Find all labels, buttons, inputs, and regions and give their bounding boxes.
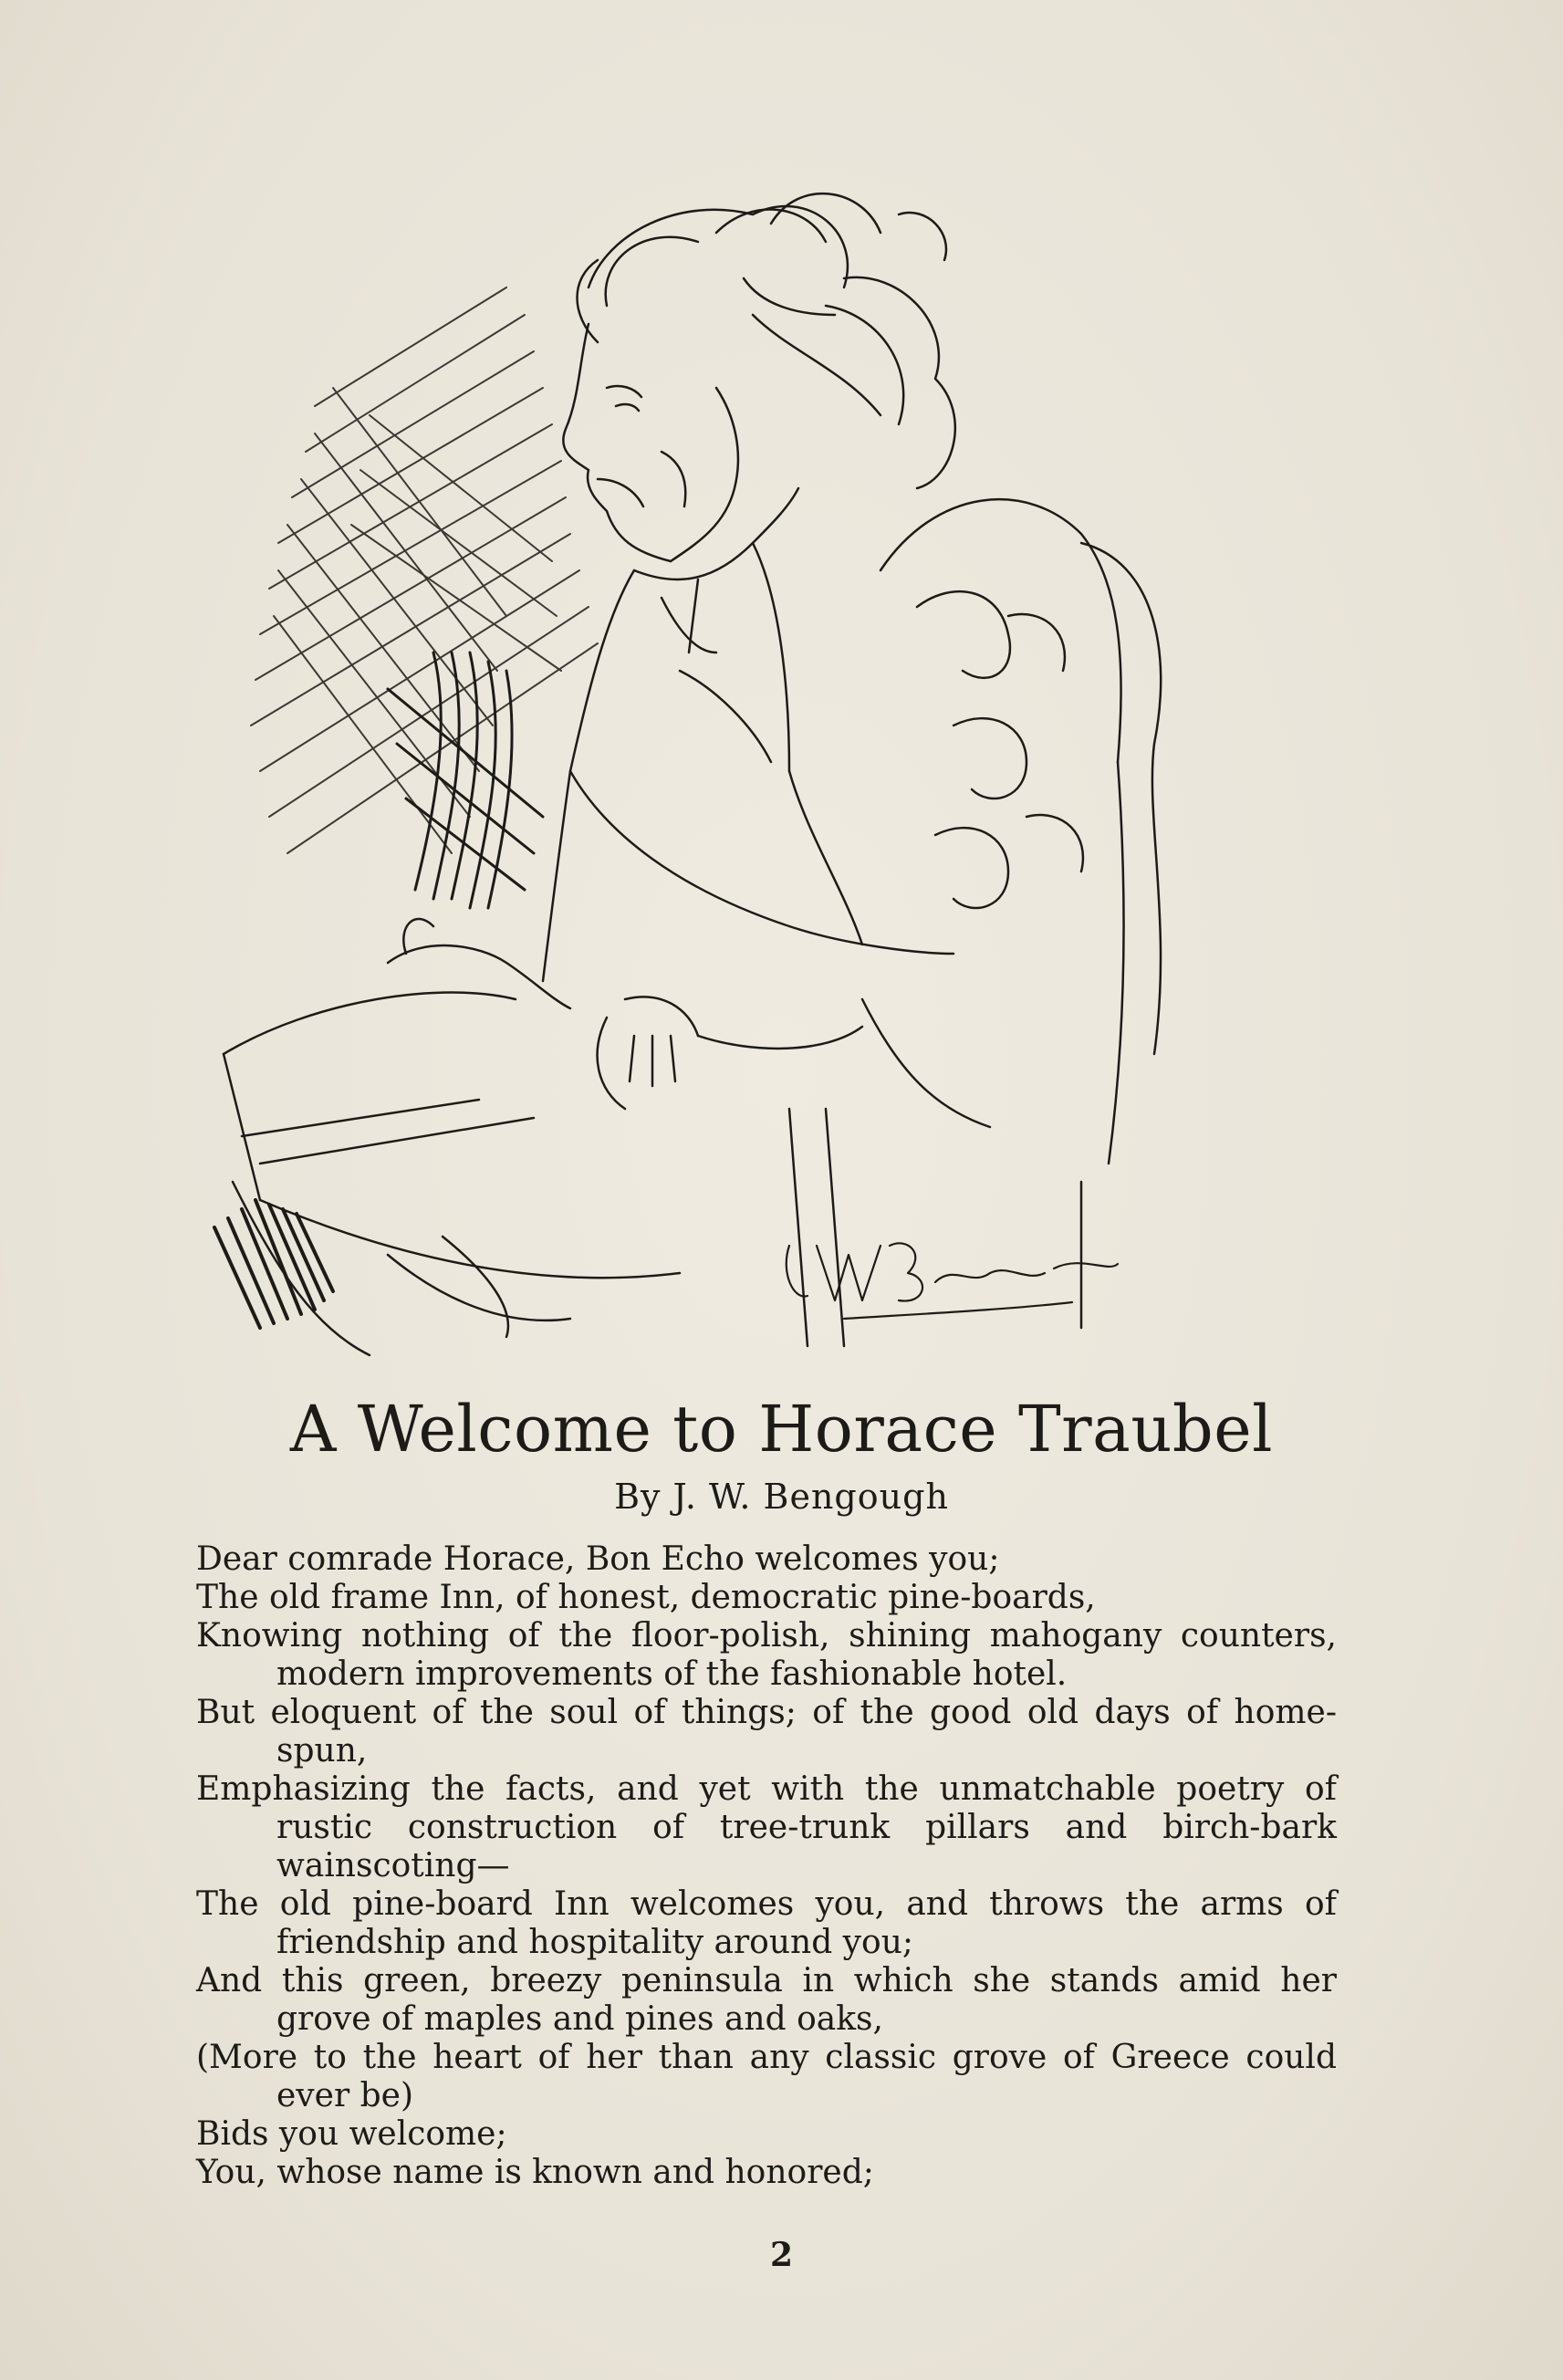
poem-line: And this green, breezy peninsula in which she stands amid her grove of maples and pines and oaks, bbox=[196, 1962, 1337, 2038]
background-hatching bbox=[251, 287, 598, 853]
poem-line: (More to the heart of her than any classic grove of Greece could ever be) bbox=[196, 2039, 1337, 2114]
poem-line: The old frame Inn, of honest, democratic pine-boards, bbox=[196, 1579, 1096, 1616]
poem-line: Knowing nothing of the floor-polish, shining mahogany counters, modern improvements of the fashionable hotel. bbox=[196, 1617, 1337, 1693]
poem-line: But eloquent of the soul of things; of the good old days of home-spun, bbox=[196, 1694, 1337, 1769]
poem-line: Bids you welcome; bbox=[196, 2115, 507, 2153]
poem-line: The old pine-board Inn welcomes you, and throws the arms of friendship and hospitality around you; bbox=[196, 1885, 1337, 1961]
hands bbox=[388, 919, 862, 1109]
poem-line: Emphasizing the facts, and yet with the unmatchable poetry of rustic construction of tree-trunk pillars and birch-bark wainscoting— bbox=[196, 1770, 1337, 1884]
article-title: A Welcome to Horace Traubel bbox=[289, 1392, 1274, 1467]
chair bbox=[789, 499, 1161, 1346]
lower-area bbox=[224, 993, 680, 1356]
portrait-illustration bbox=[205, 178, 1328, 1364]
poem-body bbox=[196, 1540, 1337, 2192]
portrait-sketch bbox=[205, 178, 1328, 1364]
base-shading bbox=[214, 1200, 333, 1328]
face bbox=[563, 324, 738, 561]
poem-line: You, whose name is known and honored; bbox=[196, 2154, 874, 2191]
poem-line: Dear comrade Horace, Bon Echo welcomes you; bbox=[196, 1540, 1000, 1578]
body bbox=[543, 488, 953, 981]
hair bbox=[578, 193, 955, 488]
page-number: 2 bbox=[769, 2236, 794, 2274]
byline: By J. W. Bengough bbox=[614, 1477, 949, 1517]
